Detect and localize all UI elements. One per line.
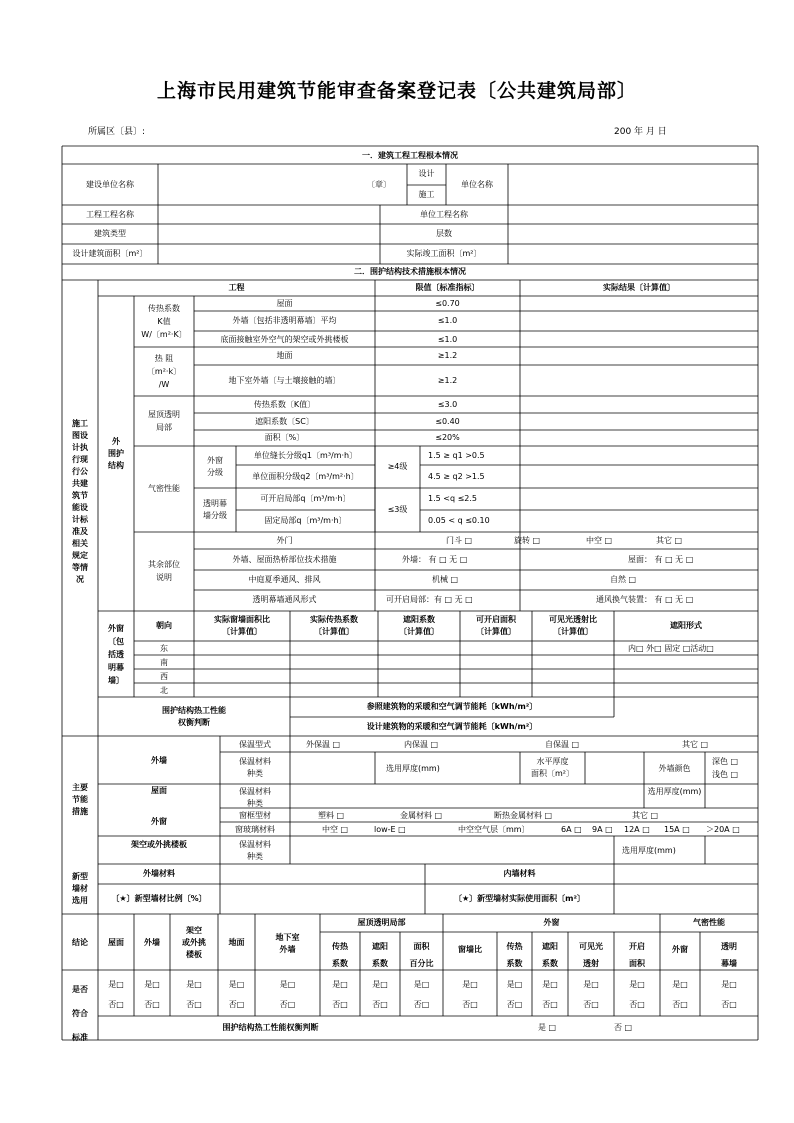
col-wall: 外墙 [144,938,160,947]
no-checkbox[interactable]: 否□ [144,1000,160,1009]
yes-checkbox[interactable]: 是□ [721,980,737,989]
k-row-limit: ≤1.0 [437,316,458,325]
label-insulation-material: 保温材料 种类 [239,840,271,861]
k-row-item: 底面接触室外空气的架空或外挑楼板 [220,335,349,344]
judgement-no-checkbox[interactable]: 否 □ [614,1023,633,1032]
label-building-type: 建筑类型 [94,229,126,238]
yes-checkbox[interactable]: 是□ [108,980,124,989]
label-insulation-material: 保温材料 种类 [239,757,271,778]
option-checkbox[interactable]: 屋面： 有 □ 无 □ [628,555,694,564]
r-row-item: 地下室外墙〔与土壤接触的墙〕 [228,376,341,385]
no-checkbox[interactable]: 否□ [332,1000,348,1009]
yes-checkbox[interactable]: 是□ [506,980,523,989]
roof-row-item: 面积〔%〕 [264,433,305,442]
outer-envelope-label: 外 围护 结构 [108,437,124,470]
judgement-yes-checkbox[interactable]: 是 □ [538,1023,557,1032]
no-checkbox[interactable]: 否□ [542,1000,558,1009]
col-window-wall-ratio: 实际窗墙面积比 〔计算值〕 [214,615,270,636]
air-row-limit: 1.5 <q ≤2.5 [428,494,478,503]
air-row-item: 单位缝长分级q1〔m³/m·h〕 [253,451,358,460]
label-thickness: 选用厚度(mm) [622,846,676,855]
option-checkbox[interactable]: 机械 □ [432,575,459,584]
label-thickness: 选用厚度(mm) [647,787,702,796]
conform-label: 是否 符合 标准 [72,985,88,1042]
col-a-curtain: 透明 幕墙 [721,942,737,968]
col-w-heat: 传热 系数 [506,942,523,968]
option-checkbox[interactable]: 中空 □ [322,825,349,834]
yes-checkbox[interactable]: 是□ [542,980,558,989]
orientation-north: 北 [160,686,168,695]
col-ground: 地面 [228,938,245,947]
no-checkbox[interactable]: 否□ [721,1000,737,1009]
col-visible-transmittance: 可见光透射比 〔计算值〕 [549,615,597,636]
design-energy-label: 设计建筑物的采暖和空气调节能耗〔kWh/m²〕 [366,722,538,731]
roof-row-limit: ≤3.0 [437,400,458,409]
option-checkbox[interactable]: 旋转 □ [514,536,541,545]
label-project-name: 工程工程名称 [86,210,134,219]
other-item: 中庭夏季通风、排风 [248,575,321,584]
k-row-item: 屋面 [276,299,293,308]
no-checkbox[interactable]: 否□ [462,1000,478,1009]
roof-row-limit: ≤0.40 [435,417,460,426]
option-checkbox[interactable]: ＞20A □ [706,825,740,834]
no-checkbox[interactable]: 否□ [413,1000,430,1009]
option-checkbox[interactable]: 12A □ [624,825,650,834]
col-rt-shading: 遮阳 系数 [372,942,388,968]
other-item: 外墙、屋面热桥部位技术措施 [232,555,337,564]
option-checkbox[interactable]: 可开启局部：有 □ 无 □ [386,595,473,604]
label-wall: 外墙 [151,756,167,765]
roof-transparent-label: 屋顶透明 局部 [148,410,180,432]
yes-checkbox[interactable]: 是□ [186,980,202,989]
reference-energy-label: 参照建筑物的采暖和空气调节能耗〔kWh/m²〕 [366,702,538,711]
label-roof: 屋面 [151,786,167,795]
option-checkbox[interactable]: 外墙： 有 □ 无 □ [402,555,468,564]
option-checkbox[interactable]: 其它 □ [682,740,709,749]
label-insulation-type: 保温型式 [239,740,271,749]
label-construct: 施工 [418,190,435,199]
col-shading-form: 遮阳形式 [670,621,702,630]
air-row-item: 可开启局部q〔m³/m·h〕 [260,494,351,503]
col-rt-heat: 传热 系数 [332,942,348,968]
col-airtight: 气密性能 [693,918,725,927]
option-checkbox[interactable]: 其它 □ [632,811,659,820]
air-row-item: 单位面积分级q2〔m³/m²·h〕 [252,472,359,481]
label-floor: 架空或外挑楼板 [131,840,187,849]
yes-checkbox[interactable]: 是□ [144,980,160,989]
label-wall-color: 外墙颜色 [658,764,691,773]
label-new-wall-ratio: 〔★〕新型墙材比例〔%〕 [111,894,207,903]
orientation-east: 东 [160,644,168,653]
yes-checkbox[interactable]: 是□ [332,980,348,989]
section2-header: 二．围护结构技术措施根本情况 [354,267,466,276]
label-outer-wall-material: 外墙材料 [143,869,175,878]
airtightness-label: 气密性能 [148,484,180,493]
date-label: 200 年 月 日 [614,127,667,137]
orientation-south: 南 [160,658,168,667]
air-grade-curtainwall: ≤3级 [387,505,408,514]
no-checkbox[interactable]: 否□ [279,1000,296,1009]
col-project: 工程 [228,283,245,292]
col-w-ratio: 窗墙比 [458,945,482,954]
no-checkbox[interactable]: 否□ [672,1000,688,1009]
r-row-limit: ≥1.2 [437,376,458,385]
no-checkbox[interactable]: 否□ [629,1000,645,1009]
col-limit: 限值〔标准指标〕 [415,283,480,292]
yes-checkbox[interactable]: 是□ [672,980,688,989]
air-row-limit: 4.5 ≥ q2 >1.5 [428,472,485,481]
new-wall-label: 新型 墙材 选用 [72,872,88,905]
k-row-limit: ≤1.0 [437,335,458,344]
air-grade-window: ≥4级 [387,462,408,471]
yes-checkbox[interactable]: 是□ [629,980,645,989]
col-shading-coef: 遮阳系数 〔计算值〕 [399,615,439,636]
side-label-standard: 施工 图设 计执 行现 行公 共建 筑节 能设 计标 准及 相关 规定 等情 况 [72,419,88,584]
other-item: 外门 [276,536,293,545]
option-checkbox[interactable]: 其它 □ [656,536,683,545]
other-parts-label: 其余部位 说明 [148,560,180,582]
thermal-judgement-label: 围护结构热工性能 权衡判断 [162,706,226,727]
option-checkbox[interactable]: 金属材料 □ [400,811,443,820]
k-row-item: 外墙〔包括非透明幕墙〕平均 [232,316,337,325]
option-checkbox[interactable]: 门斗 □ [446,536,473,545]
col-w-open: 开启 面积 [629,942,645,968]
label-unit-name: 单位名称 [461,180,493,189]
no-checkbox[interactable]: 否□ [372,1000,388,1009]
option-checkbox[interactable]: 通风换气装置： 有 □ 无 □ [596,595,694,604]
col-overhang-floor: 架空 或外挑 楼板 [182,926,206,959]
col-w-visible: 可见光 透射 [579,942,603,968]
window-grade-label: 外窗 分级 [207,456,223,477]
air-row-limit: 0.05 < q ≤0.10 [428,516,490,525]
label-frame-material: 窗框型材 [239,811,271,820]
option-checkbox[interactable]: 6A □ [561,825,582,834]
option-checkbox[interactable]: low-E □ [374,825,406,834]
label-seal: 〔章〕 [367,180,391,189]
yes-checkbox[interactable]: 是□ [279,980,296,989]
label-unit-project: 单位工程名称 [420,210,468,219]
label-window: 外窗 [151,817,167,826]
option-checkbox[interactable]: 浅色 □ [712,770,739,779]
no-checkbox[interactable]: 否□ [506,1000,523,1009]
yes-checkbox[interactable]: 是□ [413,980,430,989]
label-air-gap: 中空空气层〔mm〕 [458,825,530,834]
air-row-item: 固定局部q〔m³/m·h〕 [264,516,347,525]
no-checkbox[interactable]: 否□ [108,1000,124,1009]
col-roof-transparent: 屋顶透明局部 [357,918,406,927]
option-checkbox[interactable]: 自然 □ [610,575,637,584]
yes-checkbox[interactable]: 是□ [462,980,478,989]
window-section-label: 外窗 〔包 括透 明幕 墙〕 [108,624,124,685]
option-checkbox[interactable]: 自保温 □ [545,740,580,749]
col-roof: 屋面 [108,938,124,947]
other-item: 透明幕墙通风形式 [252,595,317,604]
yes-checkbox[interactable]: 是□ [583,980,599,989]
option-checkbox[interactable]: 塑料 □ [318,811,345,820]
k-row-limit: ≤0.70 [435,299,460,308]
label-design-area: 设计建筑面积〔m²〕 [72,249,148,258]
option-checkbox[interactable]: 9A □ [592,825,613,834]
option-checkbox[interactable]: 断热金属材料 □ [494,811,553,820]
roof-row-item: 传热系数〔K值〕 [253,400,316,409]
label-new-wall-area: 〔★〕新型墙材实际使用面积〔m²〕 [453,894,585,903]
col-rt-area: 面积 百分比 [409,942,434,968]
col-openable-area: 可开启面积 〔计算值〕 [476,615,516,636]
label-horizontal-area: 水平厚度 面积〔m²〕 [531,757,574,778]
col-basement-wall: 地下室 外墙 [275,933,300,954]
col-orientation: 朝向 [156,621,172,630]
no-checkbox[interactable]: 否□ [228,1000,245,1009]
col-w-shading: 遮阳 系数 [542,942,558,968]
r-row-limit: ≥1.2 [437,351,458,360]
roof-row-item: 遮阳系数〔SC〕 [255,417,314,426]
air-row-limit: 1.5 ≥ q1 >0.5 [428,451,485,460]
measures-label: 主要 节能 措施 [72,783,88,816]
label-actual-area: 实际竣工面积〔m²〕 [406,249,482,258]
section1-header: 一．建筑工程工程根本情况 [362,151,458,160]
yes-checkbox[interactable]: 是□ [372,980,388,989]
shading-options[interactable]: 内□ 外□ 固定 □活动□ [628,644,714,653]
label-design: 设计 [418,169,435,178]
k-value-label: 传热系数 K值 W/〔m²·K〕 [141,304,187,339]
col-window: 外窗 [543,918,560,927]
label-floors: 层数 [436,229,452,238]
col-a-window: 外窗 [672,945,688,954]
label-inner-wall-material: 内墙材料 [503,869,536,878]
col-actual: 实际结果〔计算值〕 [603,283,675,292]
label-build-unit: 建设单位名称 [86,180,134,189]
label-glass-material: 窗玻璃材料 [235,825,275,834]
label-thickness: 选用厚度(mm) [386,764,440,773]
yes-checkbox[interactable]: 是□ [228,980,245,989]
r-row-item: 地面 [276,351,293,360]
thermal-resistance-label: 热 阻 〔m²·k〕 /W [146,354,182,389]
roof-row-limit: ≤20% [435,433,460,442]
option-checkbox[interactable]: 15A □ [664,825,690,834]
option-checkbox[interactable]: 中空 □ [586,536,613,545]
label-insulation-material: 保温材料 种类 [239,787,271,808]
final-judgement-label: 围护结构热工性能权衡判断 [222,1023,319,1032]
no-checkbox[interactable]: 否□ [186,1000,202,1009]
option-checkbox[interactable]: 外保温 □ [306,740,341,749]
orientation-west: 西 [160,672,168,681]
option-checkbox[interactable]: 深色 □ [712,757,739,766]
district-label: 所属区〔县〕: [88,127,146,137]
conclusion-label: 结论 [72,938,88,947]
option-checkbox[interactable]: 内保温 □ [404,740,439,749]
page-title: 上海市民用建筑节能审查备案登记表〔公共建筑局部〕 [156,80,637,102]
no-checkbox[interactable]: 否□ [583,1000,599,1009]
col-heat-transfer: 实际传热系数 〔计算值〕 [310,615,358,636]
curtainwall-grade-label: 透明幕 墙分级 [203,499,227,520]
